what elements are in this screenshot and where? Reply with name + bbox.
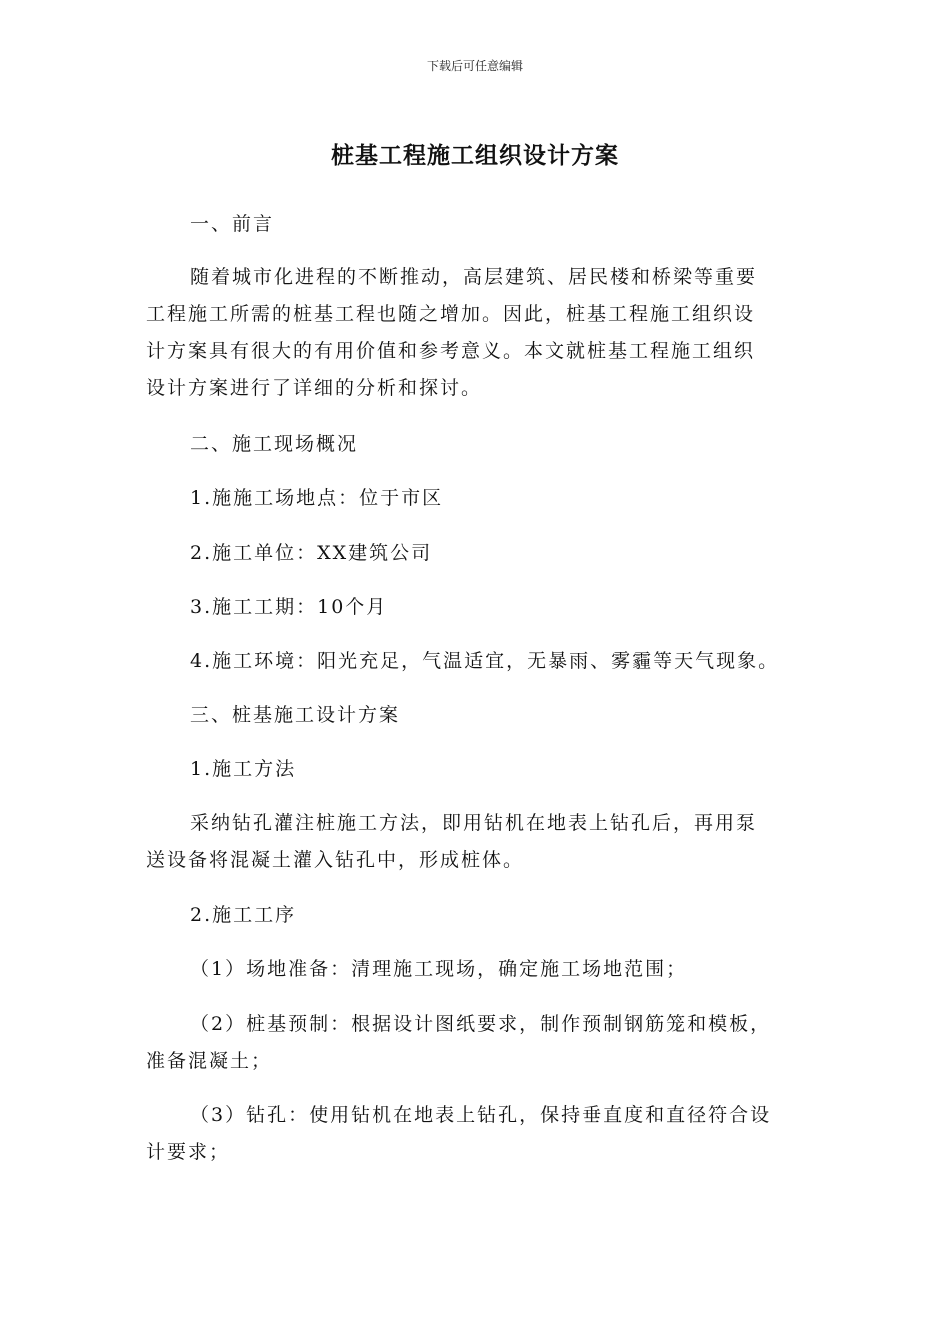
paragraph-line: 准备混凝土； [146,1050,273,1072]
site-item-location: 1.施施工场地点：位于市区 [190,487,444,509]
paragraph-line: 随着城市化进程的不断推动，高层建筑、居民楼和桥梁等重要 [190,266,758,288]
section-1-heading: 一、前言 [190,213,275,235]
paragraph-line: 计方案具有很大的有用价值和参考意义。本文就桩基工程施工组织 [146,340,756,362]
paragraph-line: 计要求； [146,1141,231,1163]
paragraph-line: 工程施工所需的桩基工程也随之增加。因此，桩基工程施工组织设 [146,303,756,325]
method-paragraph [146,805,806,879]
procedure-step-2 [146,1006,806,1080]
site-item-environment: 4.施工环境：阳光充足，气温适宜，无暴雨、雾霾等天气现象。 [190,650,780,672]
header-note: 下载后可任意编辑 [426,59,523,73]
site-item-contractor: 2.施工单位：XX建筑公司 [190,542,433,564]
paragraph-line: 送设备将混凝土灌入钻孔中，形成桩体。 [146,849,525,871]
section-1-paragraph [146,259,806,407]
procedure-step-1 [146,951,806,988]
subsection-method-heading: 1.施工方法 [190,758,297,780]
section-3-heading: 三、桩基施工设计方案 [190,704,401,726]
section-2-heading: 二、施工现场概况 [190,433,359,455]
paragraph-line: （1）场地准备：清理施工现场，确定施工场地范围； [190,958,688,980]
paragraph-line: 设计方案进行了详细的分析和探讨。 [146,377,483,399]
paragraph-line: 采纳钻孔灌注桩施工方法，即用钻机在地表上钻孔后，再用泵 [190,812,758,834]
paragraph-line: （3）钻孔：使用钻机在地表上钻孔，保持垂直度和直径符合设 [190,1104,772,1126]
site-item-duration: 3.施工工期：10个月 [190,596,388,618]
subsection-procedure-heading: 2.施工工序 [190,904,297,926]
document-title: 桩基工程施工组织设计方案 [331,143,619,169]
procedure-step-3 [146,1097,806,1171]
paragraph-line: （2）桩基预制：根据设计图纸要求，制作预制钢筋笼和模板， [190,1013,772,1035]
